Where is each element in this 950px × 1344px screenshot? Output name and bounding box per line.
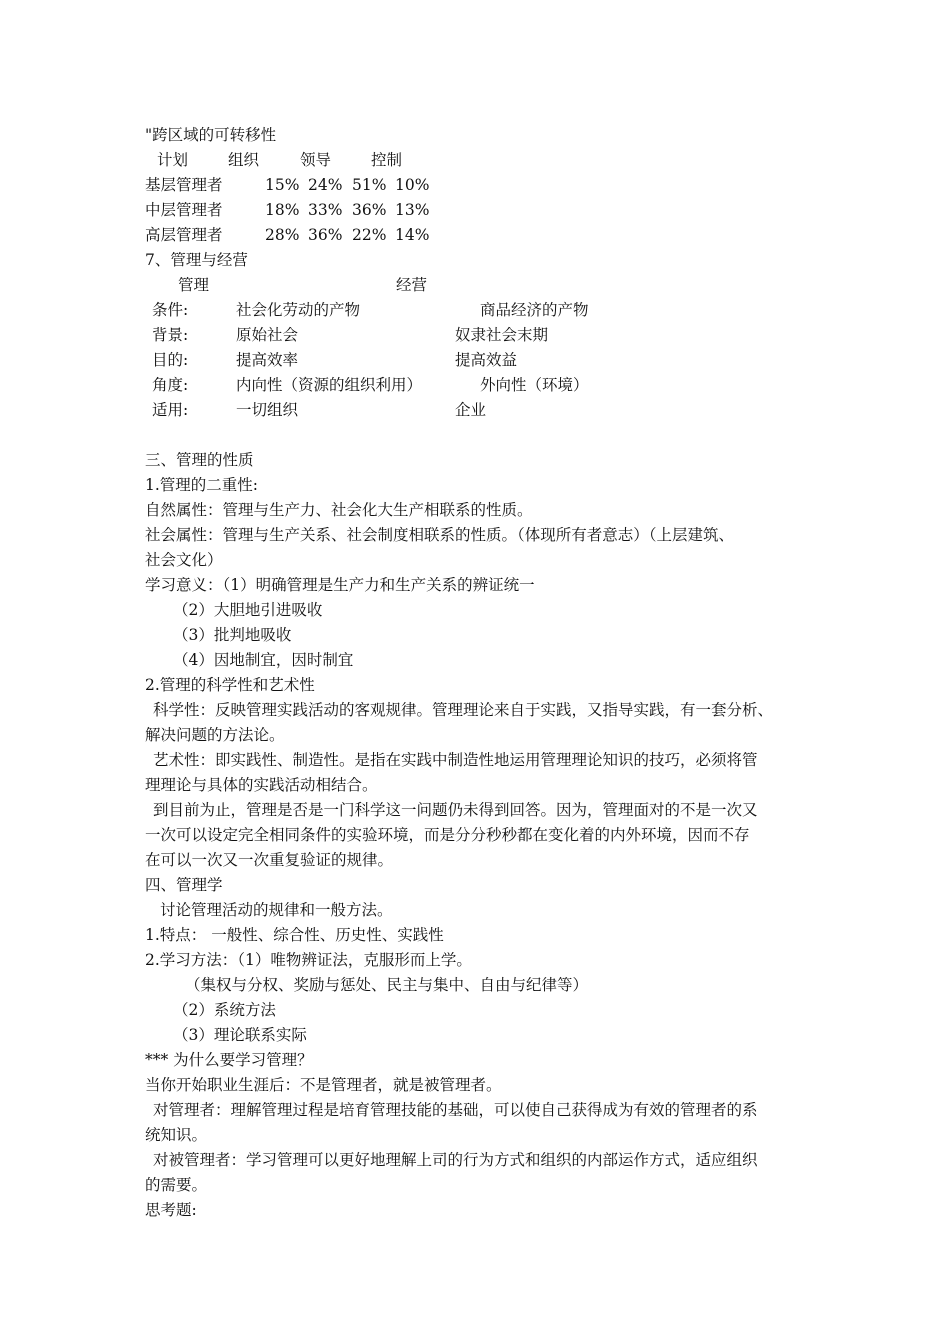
paragraph-line: 到目前为止，管理是否是一门科学这一问题仍未得到回答。因为，管理面对的不是一次又 [153, 801, 758, 819]
table-cell: 28% [265, 226, 300, 244]
paragraph-line: 理理论与具体的实践活动相结合。 [145, 776, 378, 794]
paragraph-line: 一次可以设定完全相同条件的实验环境，而是分分秒秒都在变化着的内外环境，因而不存 [145, 826, 750, 844]
paragraph-line: 科学性：反映管理实践活动的客观规律。管理理论来自于实践，又指导实践，有一套分析、 [153, 701, 774, 719]
table-header-organize: 组织 [228, 151, 260, 169]
paragraph-line: 的需要。 [145, 1176, 208, 1194]
comparison-operate: 提高效益 [455, 351, 518, 369]
table-cell: 36% [308, 226, 343, 244]
paragraph-line: 艺术性：即实践性、制造性。是指在实践中制造性地运用管理理论知识的技巧，必须将管 [153, 751, 758, 769]
comparison-manage: 内向性（资源的组织利用） [236, 376, 423, 394]
paragraph-line: 思考题: [145, 1201, 197, 1219]
list-item: （2）系统方法 [173, 1001, 276, 1019]
paragraph-line: 在可以一次又一次重复验证的规律。 [145, 851, 394, 869]
comparison-label: 目的: [152, 351, 189, 369]
comparison-manage: 提高效率 [236, 351, 299, 369]
paragraph-line: 2.学习方法：（1）唯物辨证法，克服形而上学。 [145, 951, 472, 969]
comparison-operate: 外向性（环境） [480, 376, 589, 394]
table-header-control: 控制 [371, 151, 403, 169]
comparison-manage: 社会化劳动的产物 [236, 301, 361, 319]
paragraph-line: 对管理者：理解管理过程是培育管理技能的基础，可以使自己获得成为有效的管理者的系 [153, 1101, 758, 1119]
paragraph-line: 解决问题的方法论。 [145, 726, 285, 744]
column-header-operate: 经营 [396, 276, 428, 294]
table-row-label: 中层管理者 [145, 201, 223, 219]
paragraph-line: 社会文化） [145, 551, 223, 569]
table-cell: 10% [395, 176, 430, 194]
comparison-label: 适用: [152, 401, 189, 419]
table-cell: 18% [265, 201, 300, 219]
comparison-operate: 企业 [455, 401, 487, 419]
section-heading: 四、管理学 [145, 876, 223, 894]
table-row-label: 基层管理者 [145, 176, 223, 194]
paragraph-line: 统知识。 [145, 1126, 208, 1144]
comparison-label: 背景: [152, 326, 189, 344]
paragraph-line: 自然属性：管理与生产力、社会化大生产相联系的性质。 [145, 501, 533, 519]
table-cell: 33% [308, 201, 343, 219]
section-heading: 三、管理的性质 [145, 451, 254, 469]
comparison-operate: 奴隶社会末期 [455, 326, 549, 344]
section-heading: 7、管理与经营 [145, 251, 248, 269]
comparison-manage: 一切组织 [236, 401, 299, 419]
table-cell: 14% [395, 226, 430, 244]
subheading: 2.管理的科学性和艺术性 [145, 676, 315, 694]
list-item: （2）大胆地引进吸收 [173, 601, 323, 619]
paragraph-line: 讨论管理活动的规律和一般方法。 [160, 901, 393, 919]
list-item: （3）理论联系实际 [173, 1026, 307, 1044]
comparison-operate: 商品经济的产物 [480, 301, 589, 319]
comparison-manage: 原始社会 [236, 326, 299, 344]
intro-line: "跨区域的可转移性 [145, 126, 277, 144]
table-row-label: 高层管理者 [145, 226, 223, 244]
subheading: 1.管理的二重性: [145, 476, 259, 494]
paragraph-line: 社会属性：管理与生产关系、社会制度相联系的性质。（体现所有者意志）（上层建筑、 [145, 526, 735, 544]
list-item: （3）批判地吸收 [173, 626, 292, 644]
table-cell: 22% [352, 226, 387, 244]
table-cell: 15% [265, 176, 300, 194]
table-cell: 51% [352, 176, 387, 194]
comparison-label: 条件: [152, 301, 189, 319]
table-header-lead: 领导 [300, 151, 332, 169]
paragraph-line: 学习意义：（1）明确管理是生产力和生产关系的辨证统一 [145, 576, 535, 594]
table-cell: 13% [395, 201, 430, 219]
table-cell: 36% [352, 201, 387, 219]
list-item: （4）因地制宜，因时制宜 [173, 651, 354, 669]
column-header-manage: 管理 [178, 276, 210, 294]
comparison-label: 角度: [152, 376, 189, 394]
table-cell: 24% [308, 176, 343, 194]
paragraph-line: （集权与分权、奖励与惩处、民主与集中、自由与纪律等） [185, 976, 589, 994]
table-header-plan: 计划 [157, 151, 189, 169]
paragraph-line: 对被管理者：学习管理可以更好地理解上司的行为方式和组织的内部运作方式，适应组织 [153, 1151, 758, 1169]
paragraph-line: 当你开始职业生涯后：不是管理者，就是被管理者。 [145, 1076, 502, 1094]
paragraph-line: 1.特点： 一般性、综合性、历史性、实践性 [145, 926, 444, 944]
paragraph-line: *** 为什么要学习管理？ [145, 1051, 313, 1069]
